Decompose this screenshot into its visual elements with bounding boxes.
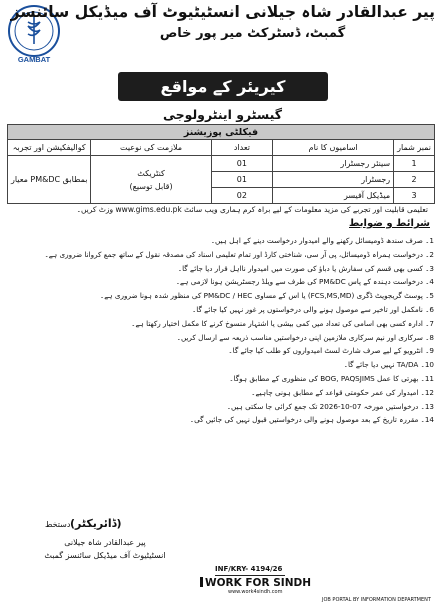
- table-row: [8, 156, 435, 172]
- row-count: 02: [211, 188, 272, 204]
- table-header-row: [8, 140, 435, 156]
- list-item: 11۔ بھرتی کا عمل BOG, PAQSJIMS کی منظوری کے مطابق ہوگا۔: [229, 373, 434, 383]
- wfs-text: WORK FOR SINDH: [205, 577, 311, 589]
- list-item: 4۔ درخواست دہندہ کے پاس PM&DC کی طرف سے ویلڈ رجسٹریشن ہونا لازمی ہے۔: [175, 277, 434, 287]
- list-item: 2۔ درخواست ہمراہ ڈومیسائل، پی آر سی، شناختی کارڈ اور تمام تعلیمی اسناد کی مصدقہ نقول کے ساتھ جمع کروانا ضروری ہے۔: [44, 249, 434, 259]
- row-sn: 1: [394, 156, 435, 172]
- list-item: 3۔ کسی بھی قسم کی سفارش یا دباؤ کی صورت میں امیدوار نااہل قرار دیا جائے گا۔: [177, 263, 434, 273]
- list-item: 6۔ نامکمل اور تاخیر سے موصول ہونے والی درخواستوں پر غور نہیں کیا جائے گا۔: [192, 304, 434, 314]
- row-sn: 3: [394, 188, 435, 204]
- career-opportunities-banner: کیریئر کے مواقع: [118, 72, 328, 101]
- qualification-cell: بمطابق PM&DC معیار: [8, 156, 91, 204]
- inf-reference: INF/KRY- 4194/26: [215, 565, 283, 573]
- header-sn: نمبر شمار: [394, 140, 435, 156]
- list-item: 1۔ صرف سندھ ڈومیسائل رکھنے والے امیدوار درخواست دینے کے اہل ہیں۔: [210, 236, 434, 245]
- list-item: 5۔ پوسٹ گریجویٹ ڈگری (FCS,MS,MD) یا اس کے مساوی PM&DC / HEC کی منظور شدہ ہونا ضروری ہے۔: [100, 291, 434, 301]
- list-item: 9۔ انٹرویو کے لیے صرف شارٹ لسٹ امیدواروں کو طلب کیا جائے گا۔: [228, 346, 434, 356]
- row-post: رجسٹرار: [273, 172, 394, 188]
- signer-role: (ڈائریکٹر): [70, 517, 122, 530]
- terms-list: [8, 234, 434, 427]
- faculty-positions-table: [7, 124, 435, 204]
- logo-wordmark: GAMBAT: [17, 55, 51, 64]
- work-for-sindh-logo: [200, 577, 311, 589]
- header-post: اسامیوں کا نام: [273, 140, 394, 156]
- job-type: کنٹریکٹ: [137, 168, 165, 178]
- list-item: 13۔ درخواستیں مورخہ 07-10-2026 تک جمع کرائی جا سکتی ہیں۔: [226, 401, 434, 411]
- list-item: 12۔ امیدوار کی عمر حکومتی قواعد کے مطابق ہونی چاہیے۔: [251, 387, 434, 397]
- institute-title: پیر عبدالقادر شاہ جیلانی انسٹیٹیوٹ آف میڈیکل سائنسز: [10, 3, 435, 21]
- row-post: میڈیکل آفیسر: [273, 188, 394, 204]
- signer-institute: انسٹیٹیوٹ آف میڈیکل سائنسز گمبٹ: [44, 551, 166, 560]
- wfs-url: www.work4sindh.com: [228, 589, 283, 595]
- row-sn: 2: [394, 172, 435, 188]
- row-count: 01: [211, 172, 272, 188]
- signed-label: دستخط: [45, 520, 71, 529]
- job-portal-credit: JOB PORTAL BY INFORMATION DEPARTMENT: [322, 597, 431, 603]
- header-qualification: کوالیفکیشن اور تجربہ: [8, 140, 91, 156]
- list-item: 8۔ سرکاری اور نیم سرکاری ملازمین اپنی درخواستیں مناسب ذریعہ سے ارسال کریں۔: [176, 332, 434, 342]
- job-type-cell: [91, 156, 211, 204]
- signer-name: پیر عبدالقادر شاہ جیلانی: [64, 538, 146, 547]
- divider: [215, 575, 285, 576]
- header-job-type: ملازمت کی نوعیت: [91, 140, 211, 156]
- department-title: گیسٹرو اینٹرولوجی: [162, 107, 282, 122]
- header-count: تعداد: [211, 140, 272, 156]
- row-post: سینئر رجسٹرار: [273, 156, 394, 172]
- list-item: 7۔ ادارہ کسی بھی اسامی کی تعداد میں کمی بیشی یا اشتہار منسوخ کرنے کا مکمل اختیار رکھتا ہے۔: [131, 318, 434, 328]
- institute-location: گمبٹ، ڈسٹرکٹ میر پور خاص: [159, 26, 346, 41]
- table-caption: فیکلٹی پوزیشنز: [8, 125, 435, 140]
- terms-heading: شرائط و ضوابط: [349, 218, 430, 229]
- list-item: 14۔ مقررہ تاریخ کے بعد موصول ہونے والی درخواستیں قبول نہیں کی جائیں گی۔: [189, 415, 434, 425]
- row-count: 01: [211, 156, 272, 172]
- list-item: 10۔ TA/DA نہیں دیا جائے گا۔: [343, 360, 434, 370]
- job-type-note: (قابل توسیع): [129, 181, 173, 191]
- website-notice: تعلیمی قابلیت اور تجربے کی مزید معلومات کے لیے براہ کرم ہماری ویب سائٹ www.gims.edu.pk وزٹ کریں۔: [76, 205, 428, 214]
- wfs-bar-icon: [200, 577, 203, 587]
